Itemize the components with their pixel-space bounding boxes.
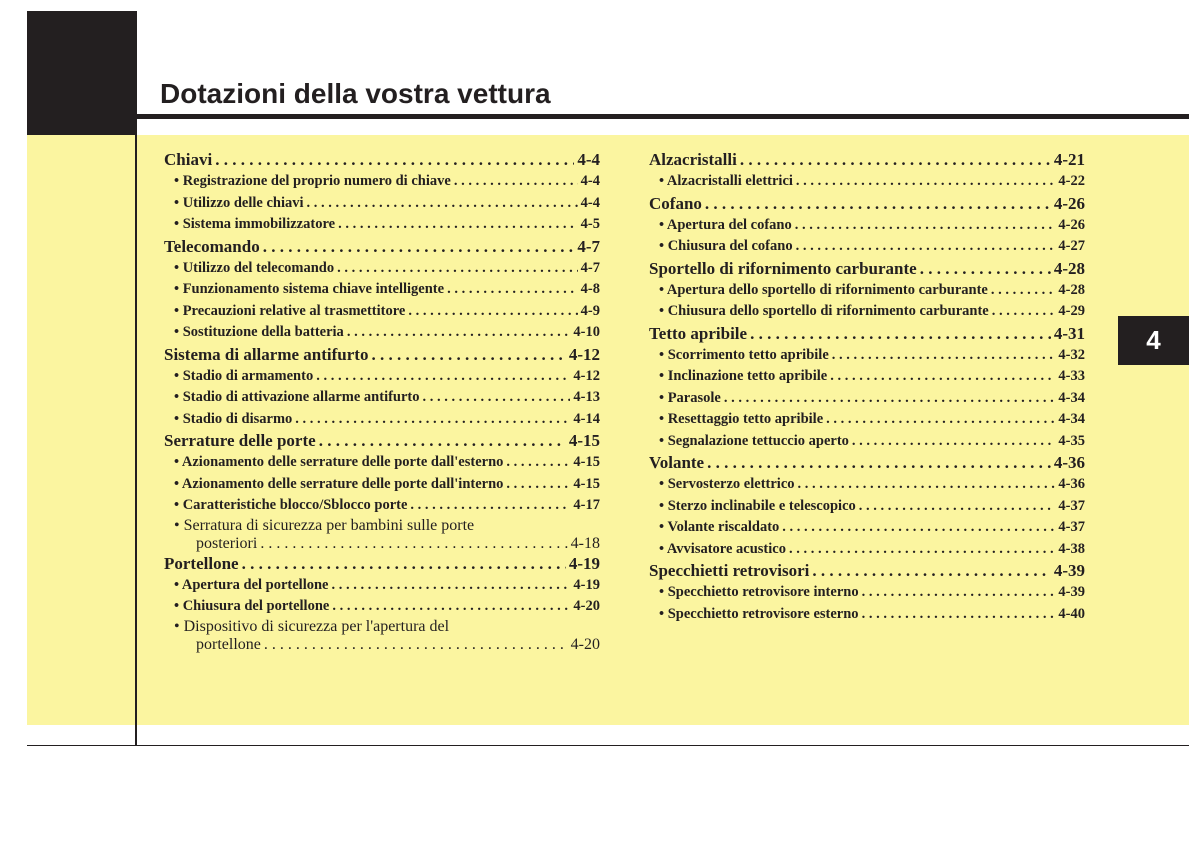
toc-entry-label: • Apertura del cofano [659,216,792,233]
toc-subsection-entry[interactable] [649,517,1085,539]
toc-page-number: 4-26 [1053,193,1085,213]
toc-subsection-entry[interactable] [649,604,1085,626]
toc-section-entry[interactable] [649,193,1085,215]
toc-section-entry[interactable] [164,553,600,575]
toc-dot-leader [724,388,1056,410]
toc-page-number: 4-9 [580,302,600,319]
toc-dot-leader [740,149,1051,171]
toc-entry-label: Sportello di rifornimento carburante [649,258,917,278]
toc-dot-leader [454,171,578,193]
toc-page-number: 4-29 [1058,303,1085,319]
toc-entry-label: • Chiusura del portellone [174,598,330,614]
toc-page-number: 4-19 [573,576,600,593]
toc-dot-leader [332,596,570,618]
toc-dot-leader [707,452,1051,474]
toc-dot-leader [812,560,1050,582]
toc-section-entry[interactable] [649,258,1085,280]
toc-subsection-entry[interactable] [164,322,600,344]
toc-entry-label: • Resettaggio tetto apribile [659,411,824,427]
toc-subsection-entry[interactable] [164,301,600,323]
toc-entry-label: posteriori [196,534,258,552]
toc-dot-leader [264,636,568,654]
toc-subsection-entry[interactable] [164,517,600,535]
toc-dot-leader [832,345,1056,367]
toc-dot-leader [798,474,1056,496]
toc-page-number: 4-20 [570,635,600,653]
toc-page-number: 4-26 [1058,216,1085,233]
toc-dot-leader [295,409,570,431]
toc-subsection-entry[interactable] [649,280,1085,302]
toc-dot-leader [862,582,1056,604]
toc-page-number: 4-12 [568,344,600,364]
toc-page-number: 4-34 [1058,389,1085,406]
toc-page-number: 4-38 [1058,540,1085,557]
toc-dot-leader [795,215,1056,237]
toc-entry-label: • Segnalazione tettuccio aperto [659,432,849,449]
toc-dot-leader [316,366,570,388]
toc-dot-leader [796,171,1056,193]
toc-page-number: 4-15 [573,475,600,492]
toc-entry-label: • Alzacristalli elettrici [659,173,793,189]
toc-page-number: 4-8 [580,281,600,297]
toc-dot-leader [859,496,1056,518]
toc-subsection-entry[interactable] [164,618,600,636]
toc-subsection-entry[interactable] [649,474,1085,496]
toc-section-entry[interactable] [649,560,1085,582]
toc-page-number: 4-27 [1058,238,1085,254]
toc-subsection-entry[interactable] [649,171,1085,193]
toc-page-number: 4-13 [573,389,600,405]
toc-subsection-entry[interactable] [649,496,1085,518]
chapter-tab[interactable] [1118,316,1189,365]
toc-entry-label: • Caratteristiche blocco/Sblocco porte [174,497,408,513]
toc-entry-label: • Chiusura dello sportello di rifornimento carburante [659,303,989,319]
toc-page-number: 4-19 [568,553,600,573]
toc-entry-label: • Dispositivo di sicurezza per l'apertura del [174,617,450,635]
toc-entry-label: Volante [649,453,705,472]
toc-entry-label: Telecomando [164,236,260,256]
toc-section-entry[interactable] [164,236,600,258]
toc-page-number: 4-4 [577,150,600,169]
toc-subsection-entry[interactable] [164,452,600,474]
toc-subsection-entry[interactable] [164,366,600,388]
margin-panel [27,135,137,725]
header-black-block [27,11,137,135]
toc-page-number: 4-39 [1058,584,1085,600]
toc-subsection-entry[interactable] [649,215,1085,237]
toc-entry-label: portellone [196,635,261,653]
toc-entry-label: • Volante riscaldato [659,519,780,535]
toc-dot-leader [447,279,578,301]
toc-dot-leader [215,149,574,171]
toc-subsection-entry[interactable] [649,345,1085,367]
toc-subsection-entry[interactable] [164,279,600,301]
toc-subsection-entry[interactable] [164,258,600,280]
toc-page-number: 4-20 [573,598,600,614]
toc-page-number: 4-5 [580,216,600,232]
toc-dot-leader [852,431,1055,453]
toc-dot-leader [338,214,578,236]
toc-subsection-entry[interactable] [164,409,600,431]
toc-page-number: 4-32 [1058,346,1085,363]
toc-dot-leader [319,430,566,452]
toc-dot-leader [332,575,571,597]
toc-entry-label: Portellone [164,553,239,573]
toc-page-number: 4-39 [1053,561,1085,580]
toc-entry-label: • Utilizzo del telecomando [174,259,335,276]
toc-dot-leader [992,301,1056,323]
toc-page-number: 4-15 [568,431,600,450]
toc-page-number: 4-40 [1058,605,1085,622]
toc-subsection-entry[interactable] [649,236,1085,258]
toc-subsection-entry[interactable] [649,301,1085,323]
toc-entry-label: • Azionamento delle serrature delle porte dall'esterno [174,454,504,470]
toc-subsection-entry[interactable] [164,474,600,496]
toc-subsection-entry[interactable] [164,193,600,215]
toc-section-entry[interactable] [164,149,600,171]
toc-entry-label: • Apertura dello sportello di rifornimento carburante [659,281,988,298]
toc-subsection-entry[interactable] [164,636,600,654]
toc-entry-label: • Stadio di attivazione allarme antifurto [174,389,420,405]
toc-dot-leader [506,452,570,474]
toc-page-number: 4-35 [1058,432,1085,449]
toc-dot-leader [991,280,1056,302]
toc-entry-label: • Registrazione del proprio numero di chiave [174,173,451,189]
toc-entry-label: • Avvisatore acustico [659,540,786,557]
chapter-number: 4 [1146,325,1161,355]
toc-subsection-entry[interactable] [164,495,600,517]
toc-subsection-entry[interactable] [649,539,1085,561]
toc-dot-leader [260,535,567,553]
vertical-rule [135,11,137,746]
toc-dot-leader [408,301,577,323]
toc-dot-leader [307,193,578,215]
toc-entry-label: • Serratura di sicurezza per bambini sulle porte [174,516,475,534]
toc-entry-label: Serrature delle porte [164,431,316,450]
toc-subsection-entry[interactable] [649,431,1085,453]
toc-entry-label: • Chiusura del cofano [659,238,793,254]
toc-entry-label: • Utilizzo delle chiavi [174,194,304,211]
toc-dot-leader [920,258,1051,280]
toc-subsection-entry[interactable] [164,214,600,236]
toc-dot-leader [796,236,1056,258]
toc-dot-leader [242,553,566,575]
toc-subsection-entry[interactable] [649,582,1085,604]
toc-dot-leader [506,474,570,496]
toc-page-number: 4-37 [1058,497,1085,514]
toc-subsection-entry[interactable] [164,575,600,597]
toc-dot-leader [410,495,570,517]
toc-entry-label: Tetto apribile [649,323,748,343]
toc-page-number: 4-4 [580,173,600,189]
toc-dot-leader [830,366,1055,388]
toc-entry-label: • Sterzo inclinabile e telescopico [659,497,856,514]
toc-column-left [164,149,600,654]
toc-entry-label: • Inclinazione tetto apribile [659,368,828,384]
toc-page-number: 4-7 [577,236,600,256]
toc-dot-leader [423,387,571,409]
toc-dot-leader [337,258,578,280]
toc-section-entry[interactable] [649,149,1085,171]
toc-dot-leader [371,344,565,366]
toc-entry-label: • Stadio di disarmo [174,410,293,427]
toc-subsection-entry[interactable] [649,366,1085,388]
toc-dot-leader [789,539,1055,561]
toc-page-number: 4-12 [573,367,600,384]
toc-entry-label: Alzacristalli [649,150,737,169]
toc-page-number: 4-15 [573,454,600,470]
toc-entry-label: • Apertura del portellone [174,576,329,593]
toc-section-entry[interactable] [649,323,1085,345]
toc-subsection-entry[interactable] [649,388,1085,410]
toc-page-number: 4-22 [1058,173,1085,189]
toc-page-number: 4-14 [573,410,600,427]
toc-page-number: 4-7 [580,259,600,276]
toc-page-number: 4-18 [570,534,600,552]
toc-subsection-entry[interactable] [164,596,600,618]
toc-page-number: 4-31 [1053,323,1085,343]
toc-page-number: 4-34 [1058,411,1085,427]
toc-dot-leader [826,409,1055,431]
toc-subsection-entry[interactable] [164,171,600,193]
page-title: Dotazioni della vostra vettura [160,78,551,109]
toc-dot-leader [750,323,1051,345]
toc-entry-label: • Specchietto retrovisore interno [659,584,859,600]
toc-section-entry[interactable] [164,344,600,366]
toc-entry-label: • Stadio di armamento [174,367,314,384]
toc-entry-label: • Sostituzione della batteria [174,324,344,340]
toc-dot-leader [705,193,1051,215]
toc-entry-label: • Sistema immobilizzatore [174,216,336,232]
toc-entry-label: • Funzionamento sistema chiave intelligente [174,281,445,297]
toc-subsection-entry[interactable] [164,535,600,553]
toc-entry-label: • Azionamento delle serrature delle porte dall'interno [174,475,504,492]
toc-section-entry[interactable] [164,430,600,452]
toc-page-number: 4-21 [1053,150,1085,169]
toc-page-number: 4-36 [1058,476,1085,492]
toc-entry-label: • Servosterzo elettrico [659,476,795,492]
toc-entry-label: Cofano [649,193,702,213]
toc-entry-label: • Parasole [659,389,721,406]
toc-subsection-entry[interactable] [649,409,1085,431]
title-rule [137,114,1189,119]
toc-page-number: 4-36 [1053,453,1085,472]
toc-page-number: 4-17 [573,497,600,513]
toc-subsection-entry[interactable] [164,387,600,409]
toc-dot-leader [862,604,1056,626]
toc-dot-leader [347,322,571,344]
toc-page-number: 4-4 [580,194,600,211]
toc-page-number: 4-37 [1058,519,1085,535]
toc-dot-leader [782,517,1055,539]
bottom-rule [27,745,1189,746]
toc-page-number: 4-33 [1058,368,1085,384]
toc-entry-label: Sistema di allarme antifurto [164,344,369,364]
toc-page-number: 4-28 [1058,281,1085,298]
toc-page-number: 4-10 [573,324,600,340]
toc-entry-label: Chiavi [164,150,213,169]
toc-entry-label: • Specchietto retrovisore esterno [659,605,859,622]
toc-entry-label: • Scorrimento tetto apribile [659,346,829,363]
toc-entry-label: Specchietti retrovisori [649,561,810,580]
toc-page-number: 4-28 [1053,258,1085,278]
toc-column-right [649,149,1085,625]
toc-dot-leader [263,236,575,258]
toc-entry-label: • Precauzioni relative al trasmettitore [174,302,406,319]
toc-section-entry[interactable] [649,452,1085,474]
